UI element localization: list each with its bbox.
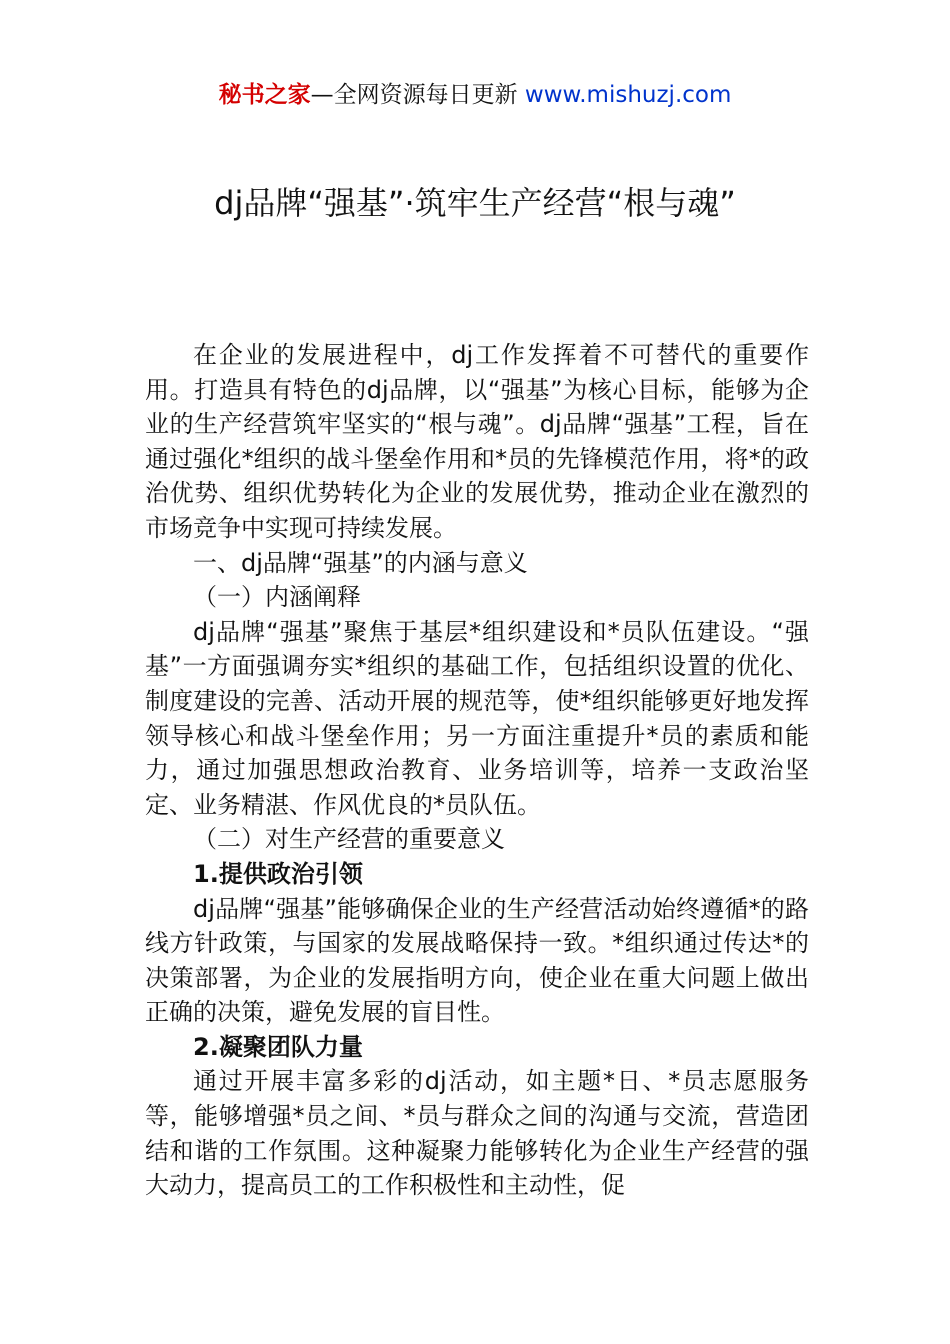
point-heading-1: 1.提供政治引领 <box>193 859 363 888</box>
document-body <box>145 338 809 1203</box>
subsection-heading-1: （一）内涵阐释 <box>193 583 361 612</box>
body-paragraph: 通过开展丰富多彩的dj活动，如主题*日、*员志愿服务等，能够增强*员之间、*员与群众之间的沟通与交流，营造团结和谐的工作氛围。这种凝聚力能够转化为企业生产经营的强大动力，提高员工的工作积极性和主动性，促 <box>145 1067 809 1200</box>
section-heading-1: 一、dj品牌“强基”的内涵与意义 <box>193 548 528 577</box>
point-heading-2: 2.凝聚团队力量 <box>193 1032 363 1061</box>
site-header <box>0 78 950 112</box>
site-tagline: —全网资源每日更新 <box>310 82 525 108</box>
site-url-link[interactable]: www.mishuzj.com <box>524 82 732 108</box>
body-paragraph: dj品牌“强基”聚焦于基层*组织建设和*员队伍建设。“强基”一方面强调夯实*组织的基础工作，包括组织设置的优化、制度建设的完善、活动开展的规范等，使*组织能够更好地发挥领导核心和战斗堡垒作用；另一方面注重提升*员的素质和能力，通过加强思想政治教育、业务培训等，培养一支政治坚定、业务精湛、作风优良的*员队伍。 <box>145 617 809 819</box>
intro-paragraph: 在企业的发展进程中，dj工作发挥着不可替代的重要作用。打造具有特色的dj品牌，以“强基”为核心目标，能够为企业的生产经营筑牢坚实的“根与魂”。dj品牌“强基”工程，旨在通过强化*组织的战斗堡垒作用和*员的先锋模范作用，将*的政治优势、组织优势转化为企业的发展优势，推动企业在激烈的市场竞争中实现可持续发展。 <box>145 341 809 542</box>
document-title: dj品牌“强基”·筑牢生产经营“根与魂” <box>214 184 736 222</box>
subsection-heading-2: （二）对生产经营的重要意义 <box>193 825 505 854</box>
body-paragraph: dj品牌“强基”能够确保企业的生产经营活动始终遵循*的路线方针政策，与国家的发展战略保持一致。*组织通过传达*的决策部署，为企业的发展指明方向，使企业在重大问题上做出正确的决策，避免发展的盲目性。 <box>145 894 809 1027</box>
site-brand: 秘书之家 <box>218 82 311 108</box>
